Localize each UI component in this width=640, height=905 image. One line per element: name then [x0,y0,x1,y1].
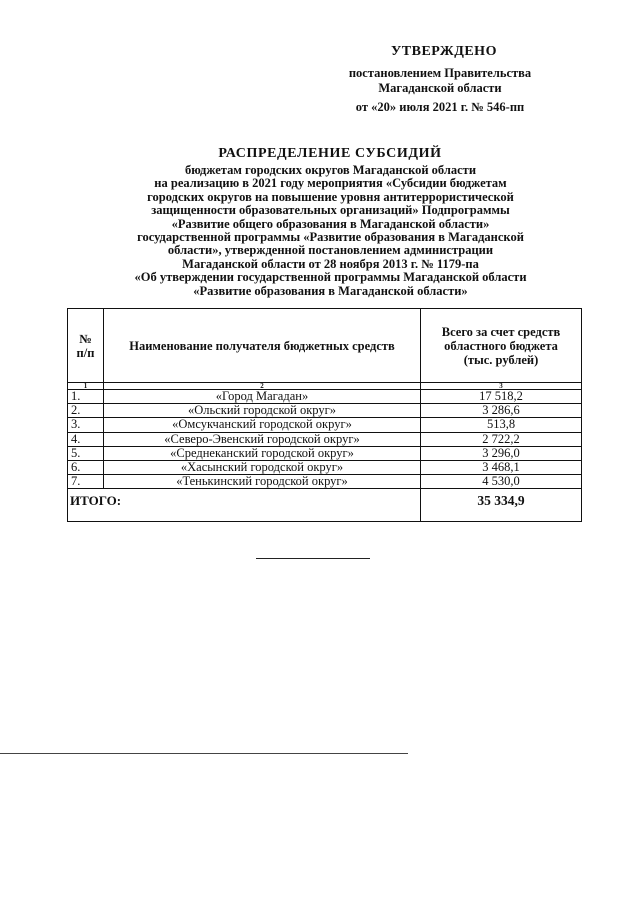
header-total: Всего за счет средств областного бюджета (тыс. рублей) [421,309,582,383]
subtitle-line: городских округов на повышение уровня антитеррористической [147,189,514,204]
recipient-name: «Город Магадан» [104,390,421,404]
subtitle-line: «Развитие образования в Магаданской области» [193,283,468,298]
subtitle-line: на реализацию в 2021 году мероприятия «Субсидии бюджетам [154,176,507,191]
document-subtitle [78,164,583,298]
approval-line-2: Магаданской области [378,81,502,95]
document-title: РАСПРЕДЕЛЕНИЕ СУБСИДИЙ [218,146,442,161]
subsidy-amount: 3 286,6 [421,404,582,418]
total-row [68,489,582,522]
header-number: № п/п [68,309,104,383]
table-header-row [68,309,582,383]
footer-rule [0,753,408,754]
subsidy-amount: 4 530,0 [421,475,582,489]
table-row [68,432,582,446]
header-recipient: Наименование получателя бюджетных средств [104,309,421,383]
row-number: 7. [68,475,104,489]
row-number: 2. [68,404,104,418]
subtitle-line: государственной программы «Развитие образования в Магаданской [137,230,524,245]
table-row [68,460,582,474]
row-number: 1. [68,390,104,404]
table-row [68,446,582,460]
subsidy-distribution-table [67,308,582,522]
row-number: 3. [68,418,104,432]
recipient-name: «Северо-Эвенский городской округ» [104,432,421,446]
recipient-name: «Хасынский городской округ» [104,460,421,474]
approval-line-1: постановлением Правительства [348,66,532,80]
recipient-name: «Тенькинский городской округ» [104,475,421,489]
table-row [68,404,582,418]
table-row [68,475,582,489]
subtitle-line: защищенности образовательных организаций» Подпрограммы [151,203,510,218]
subtitle-line: бюджетам городских округов Магаданской области [184,163,477,177]
recipient-name: «Среднеканский городской округ» [104,446,421,460]
table-row [68,390,582,404]
subtitle-line: Магаданской области от 28 ноября 2013 г. № 1179-па [182,256,479,271]
table-row [68,418,582,432]
total-label: ИТОГО: [68,489,421,522]
subsidy-amount: 3 468,1 [421,460,582,474]
recipient-name: «Ольский городской округ» [104,404,421,418]
approval-date-line: от «20» июля 2021 г. № 546-пп [355,100,525,114]
total-value: 35 334,9 [421,489,582,522]
column-number: 1 [68,383,104,390]
row-number: 6. [68,460,104,474]
recipient-name: «Омсукчанский городской округ» [104,418,421,432]
subsidy-amount: 2 722,2 [421,432,582,446]
subtitle-line: «Развитие общего образования в Магаданской области» [171,216,490,231]
row-number: 4. [68,432,104,446]
subsidy-amount: 3 296,0 [421,446,582,460]
approval-block [318,44,562,115]
subsidy-amount: 513,8 [421,418,582,432]
row-number: 5. [68,446,104,460]
subsidy-amount: 17 518,2 [421,390,582,404]
column-number: 3 [421,383,582,390]
end-divider [256,558,370,559]
subtitle-line: области», утвержденной постановлением администрации [167,243,494,258]
approval-heading: УТВЕРЖДЕНО [391,44,497,59]
column-number: 2 [104,383,421,390]
subtitle-line: «Об утверждении государственной программы Магаданской области [134,270,527,285]
